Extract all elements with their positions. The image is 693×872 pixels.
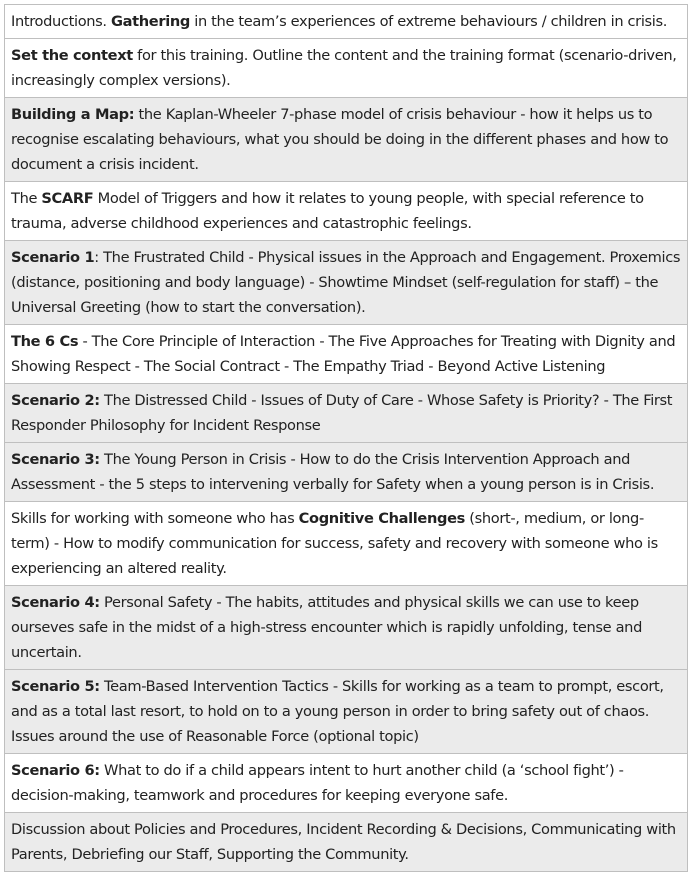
row-heading-text: Gathering <box>111 13 190 30</box>
row-body-text: The <box>11 190 42 207</box>
row-heading-text: Scenario 6: <box>11 762 100 779</box>
row-body-text: Team-Based Intervention Tactics - Skills for working as a team to prompt, escort, and as a total last resort, to hold on to a young person in order to bring safety out of chaos. Issues around the use of Reasonable Force (optional topic) <box>11 678 664 745</box>
agenda-row <box>4 5 688 39</box>
agenda-row <box>4 443 688 502</box>
row-heading-text: Scenario 1 <box>11 249 95 266</box>
agenda-row <box>4 754 688 813</box>
row-heading-text: Set the context <box>11 47 133 64</box>
agenda-row <box>4 182 688 241</box>
row-heading-text: The 6 Cs <box>11 333 79 350</box>
row-body-text: The Distressed Child - Issues of Duty of Care - Whose Safety is Priority? - The First Responder Philosophy for Incident Response <box>11 392 673 434</box>
agenda-row <box>4 670 688 754</box>
agenda-row <box>4 39 688 98</box>
row-heading-text: SCARF <box>41 190 94 207</box>
row-heading-text: Scenario 2: <box>11 392 100 409</box>
row-body-text: for this training. Outline the content and the training format (scenario-driven, increasingly complex versions). <box>11 47 677 89</box>
row-body-text: (short-, medium, or long-term) - How to modify communication for success, safety and recovery with someone who is experiencing an altered reality. <box>11 510 658 577</box>
agenda-table <box>4 4 688 872</box>
agenda-row <box>4 384 688 443</box>
row-heading-text: Building a Map: <box>11 106 135 123</box>
row-body-text: What to do if a child appears intent to hurt another child (a ‘school fight’) - decision-making, teamwork and procedures for keeping everyone safe. <box>11 762 624 804</box>
agenda-row <box>4 325 688 384</box>
row-body-text: : The Frustrated Child - Physical issues in the Approach and Engagement. Proxemics (distance, positioning and body language) - Showtime Mindset (self-regulation for staff) – the Universal Greeting (how to start the conversation). <box>11 249 681 316</box>
row-heading-text: Cognitive Challenges <box>298 510 465 527</box>
agenda-row <box>4 502 688 586</box>
agenda-row <box>4 586 688 670</box>
row-body-text: in the team’s experiences of extreme behaviours / children in crisis. <box>190 13 668 30</box>
row-body-text: The Young Person in Crisis - How to do the Crisis Intervention Approach and Assessment - the 5 steps to intervening verbally for Safety when a young person is in Crisis. <box>11 451 655 493</box>
row-body-text: the Kaplan-Wheeler 7-phase model of crisis behaviour - how it helps us to recognise escalating behaviours, what you should be doing in the different phases and how to document a crisis incident. <box>11 106 669 173</box>
row-body-text: Discussion about Policies and Procedures, Incident Recording & Decisions, Communicating with Parents, Debriefing our Staff, Supporting the Community. <box>11 821 676 863</box>
row-heading-text: Scenario 5: <box>11 678 100 695</box>
row-heading-text: Scenario 3: <box>11 451 100 468</box>
row-body-text: Personal Safety - The habits, attitudes and physical skills we can use to keep ourseves safe in the midst of a high-stress encounter which is rapidly unfolding, tense and uncertain. <box>11 594 642 661</box>
row-body-text: Introductions. <box>11 13 112 30</box>
row-heading-text: Scenario 4: <box>11 594 100 611</box>
row-body-text: - The Core Principle of Interaction - The Five Approaches for Treating with Dignity and Showing Respect - The Social Contract - The Empathy Triad - Beyond Active Listening <box>11 333 676 375</box>
agenda-row <box>4 98 688 182</box>
row-body-text: Skills for working with someone who has <box>11 510 299 527</box>
agenda-row <box>4 813 688 872</box>
row-body-text: Model of Triggers and how it relates to young people, with special reference to trauma, adverse childhood experiences and catastrophic feelings. <box>11 190 644 232</box>
agenda-row <box>4 241 688 325</box>
